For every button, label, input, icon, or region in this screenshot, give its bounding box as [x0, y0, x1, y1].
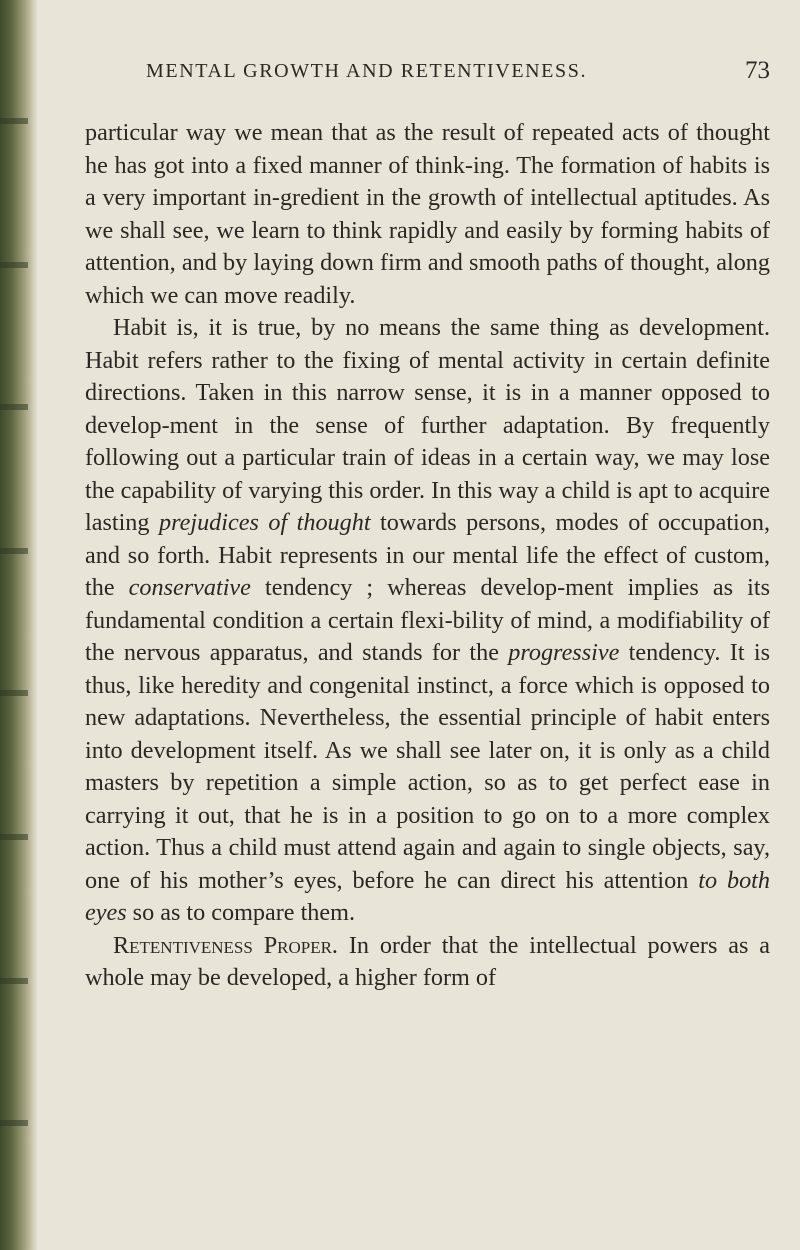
paragraph-text: particular way we mean that as the result of repeated acts of thought he has got into a fixed manner of think-ing. The formation of habits is a very important in-gredient in the growth of intellectual aptitudes. As we shall see, we learn to think rapidly and easily by forming habits of attention, and by laying down firm and smooth paths of thought, along which we can move readily. — [85, 119, 770, 309]
paragraph — [85, 930, 770, 995]
binding-shadow-mark — [0, 404, 28, 410]
binding-shadow-mark — [0, 978, 28, 984]
binding-shadow-mark — [0, 262, 28, 268]
binding-shadow-mark — [0, 548, 28, 554]
page-number: 73 — [745, 57, 770, 84]
binding-shadow-mark — [0, 834, 28, 840]
binding-shadow-mark — [0, 690, 28, 696]
paragraph-text: tendency. It is thus, like heredity and congenital instinct, a force which is opposed to new adaptations. Nevertheless, the essential principle of habit enters into development itself. As we shall see later on, it is only as a child masters by repetition a simple action, so as to get perfect ease in carrying it out, that he is in a position to go on to a more complex action. Thus a child must attend again and again to single objects, say, one of his mother’s eyes, before he can direct his attention — [85, 639, 770, 894]
italic-phrase: conservative — [128, 574, 251, 601]
chapter-title: MENTAL GROWTH AND RETENTIVENESS. — [146, 60, 588, 82]
binding-shadow-mark — [0, 118, 28, 124]
italic-phrase: progressive — [508, 639, 620, 666]
paragraph-text: tendency ; whereas develop-ment implies as its fundamental condition a certain flexi-bility of mind, a modifiability of the nervous apparatus, and stands for the — [85, 574, 770, 666]
italic-phrase: prejudices of thought — [159, 509, 371, 536]
paragraph — [85, 312, 770, 930]
section-heading: Retentiveness Proper. — [113, 931, 338, 959]
running-head — [57, 50, 782, 90]
italic-phrase: to both eyes — [85, 866, 770, 926]
paragraph-text: Habit is, it is true, by no means the same thing as development. Habit refers rather to the fixing of mental activity in certain definite directions. Taken in this narrow sense, it is in a manner opposed to develop-ment in the sense of further adaptation. By frequently following out a particular train of ideas in a certain way, we may lose the capability of varying this order. In this way a child is apt to acquire lasting — [85, 314, 770, 536]
book-page — [57, 50, 782, 1230]
body-text — [85, 117, 770, 995]
binding-shadow-mark — [0, 1120, 28, 1126]
book-binding-edge — [0, 0, 38, 1250]
paragraph-text: so as to compare them. — [126, 899, 356, 926]
paragraph-text: towards persons, modes of occupation, and so forth. Habit represents in our mental life the effect of custom, the — [85, 509, 770, 601]
paragraph — [85, 117, 770, 312]
paragraph-text: In order that the intellectual powers as a whole may be developed, a higher form of — [85, 931, 770, 991]
